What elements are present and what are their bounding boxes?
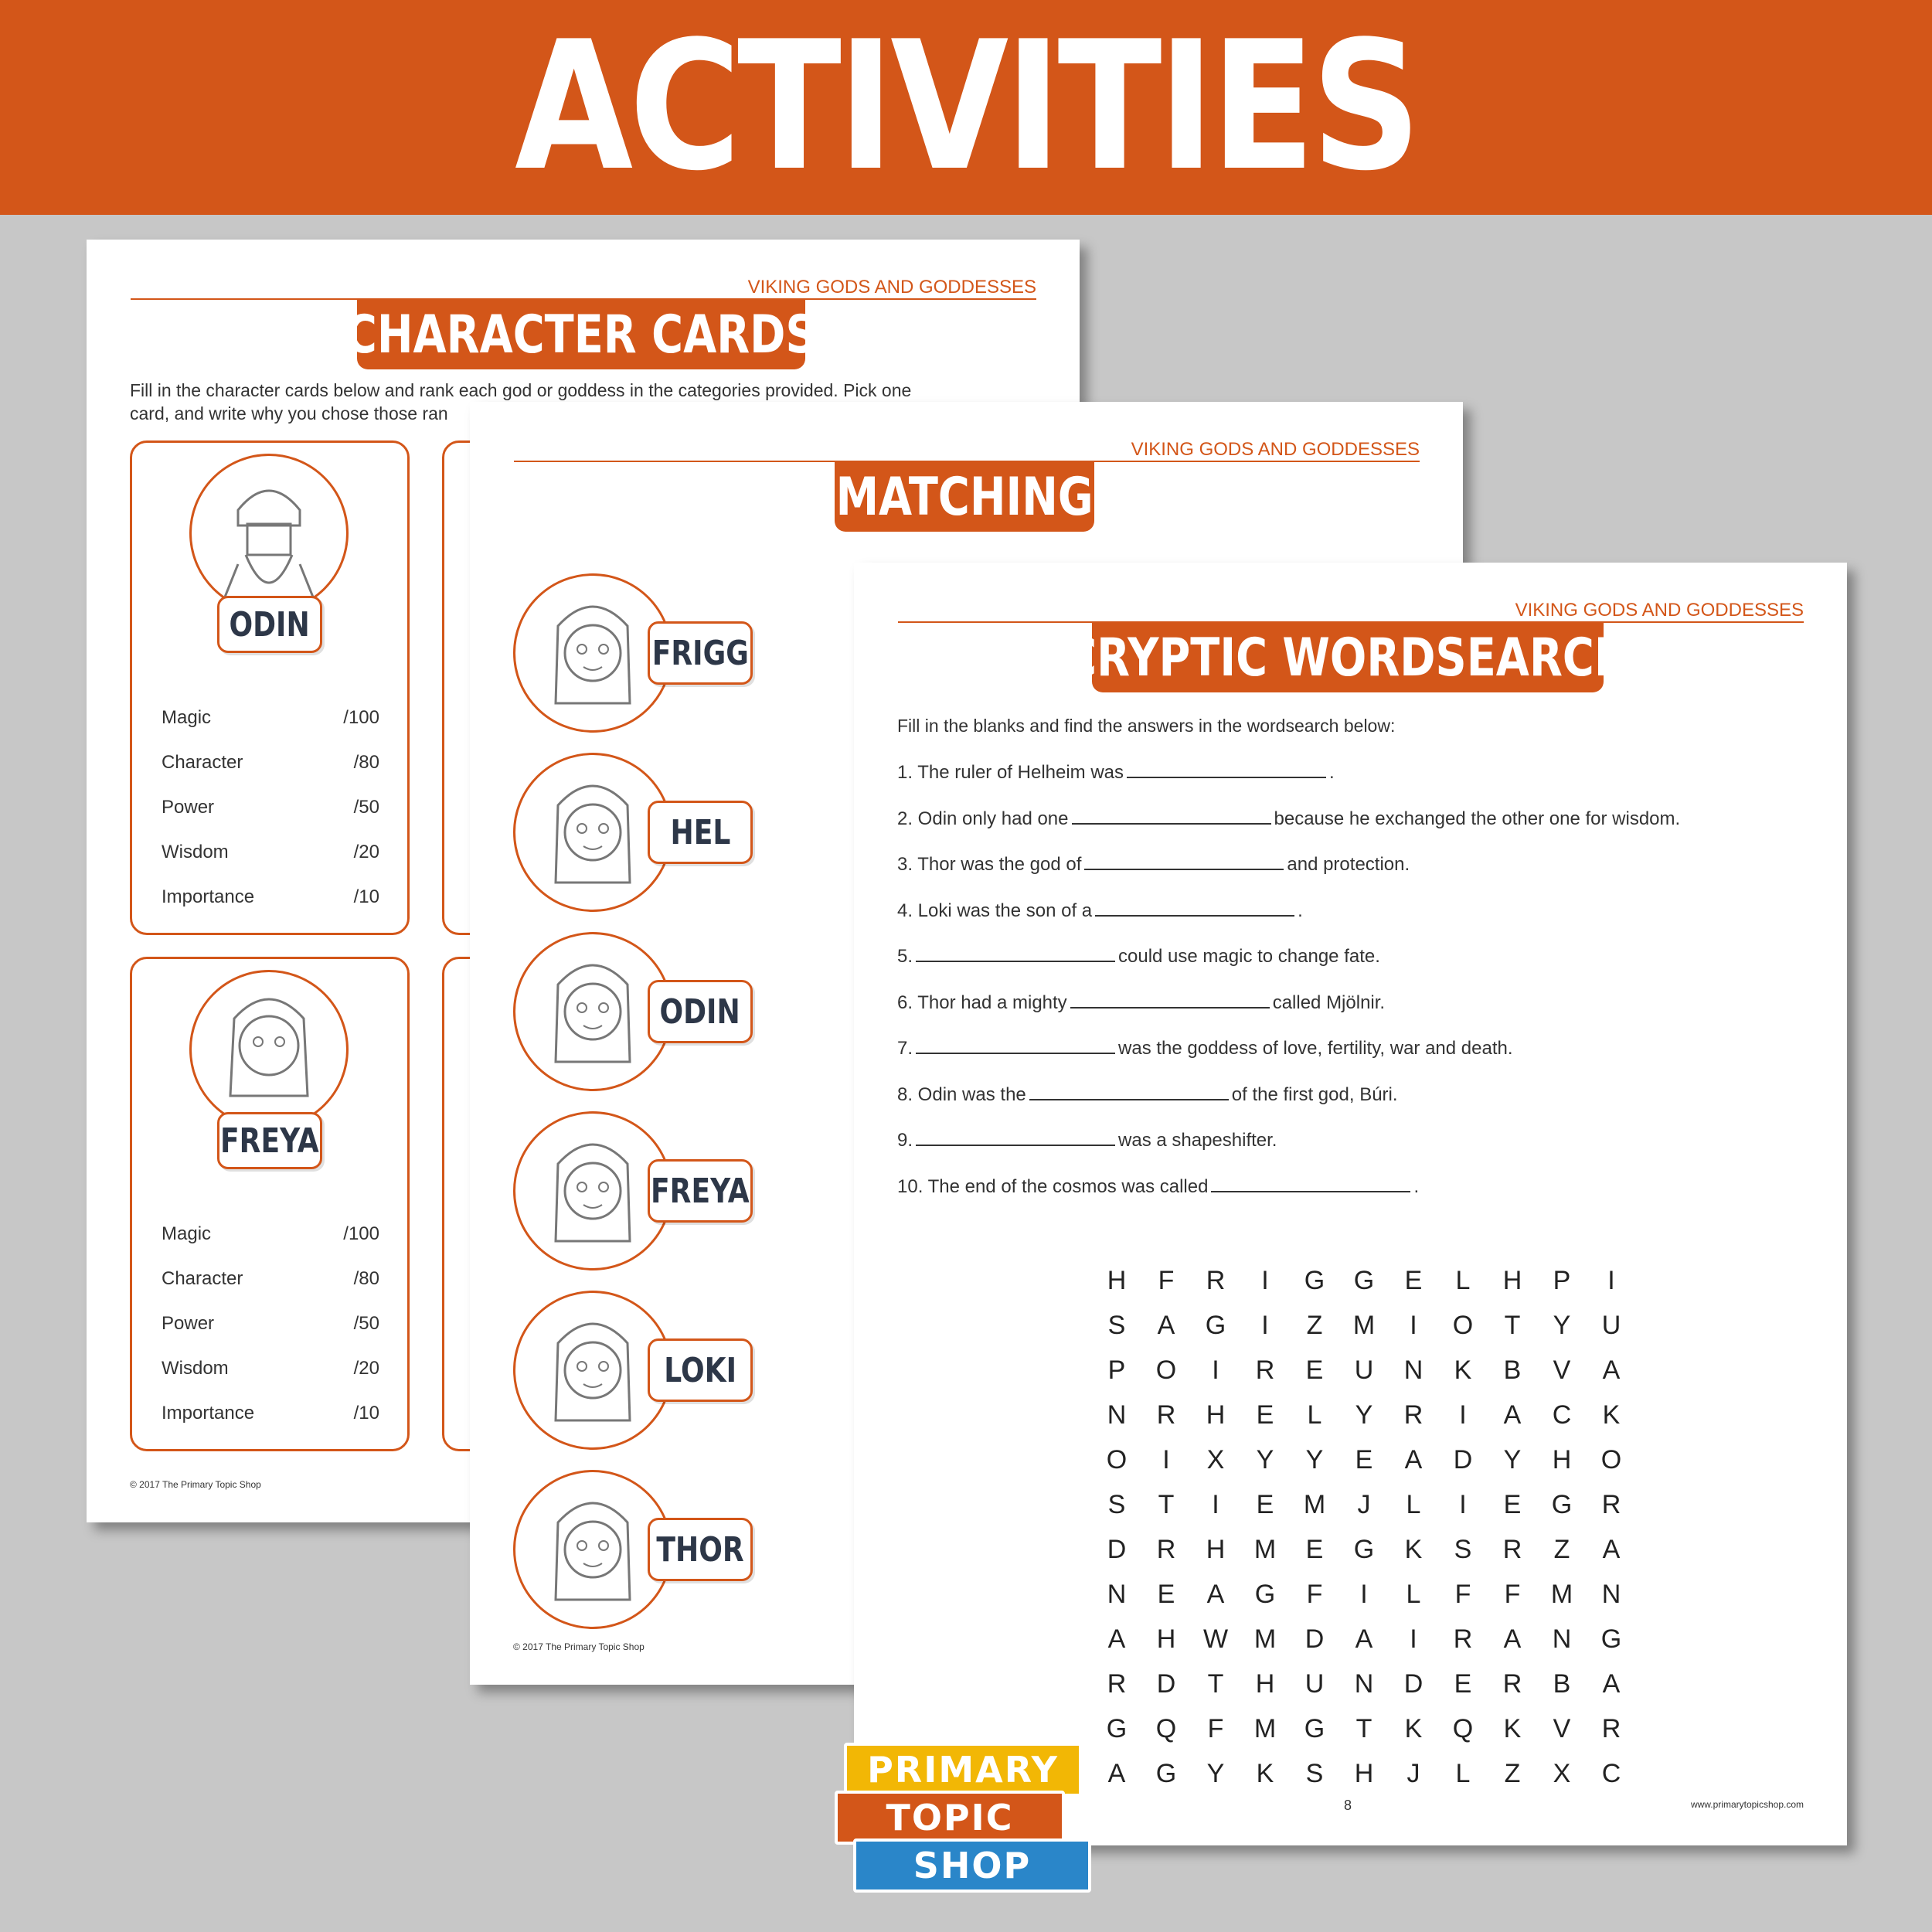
wordsearch-letter[interactable]: L [1307, 1400, 1322, 1430]
god-drawing [515, 934, 670, 1089]
question-row: 6. Thor had a mighty called Mjölnir. [897, 992, 1386, 1013]
god-drawing [515, 755, 670, 910]
wordsearch-letter[interactable]: P [1107, 1355, 1126, 1385]
card-name-tag: FREYA [217, 1112, 322, 1169]
question-row: 5. could use magic to change fate. [897, 946, 1380, 967]
wordsearch-letter[interactable]: R [1107, 1669, 1127, 1699]
website-footer: www.primarytopicshop.com [1690, 1799, 1804, 1810]
wordsearch-letter[interactable]: L [1406, 1490, 1421, 1519]
wordsearch-letter[interactable]: F [1504, 1580, 1521, 1609]
wordsearch-letter[interactable]: E [1256, 1400, 1274, 1430]
odin-portrait [189, 454, 349, 613]
wordsearch-letter[interactable]: I [1360, 1580, 1368, 1609]
answer-blank[interactable] [1070, 993, 1270, 1009]
wordsearch-letter[interactable]: Q [1452, 1714, 1474, 1743]
wordsearch-letter[interactable]: F [1306, 1580, 1323, 1609]
answer-blank[interactable] [916, 947, 1115, 962]
character-card-freya [130, 957, 410, 1451]
wordsearch-letter[interactable]: M [1303, 1490, 1326, 1519]
wordsearch-letter[interactable]: Y [1206, 1759, 1225, 1788]
wordsearch-letter[interactable]: G [1205, 1311, 1226, 1340]
wordsearch-letter[interactable]: C [1552, 1400, 1572, 1430]
wordsearch-letter[interactable]: H [1156, 1624, 1176, 1654]
wordsearch-letter[interactable]: E [1305, 1355, 1324, 1385]
wordsearch-letter[interactable]: V [1553, 1355, 1571, 1385]
wordsearch-letter[interactable]: F [1454, 1580, 1471, 1609]
stat-row: Wisdom /20 [162, 842, 379, 862]
wordsearch-letter[interactable]: E [1157, 1580, 1175, 1609]
wordsearch-letter[interactable]: B [1553, 1669, 1571, 1699]
wordsearch-letter[interactable]: Z [1306, 1311, 1323, 1340]
wordsearch-letter[interactable]: E [1256, 1490, 1274, 1519]
wordsearch-letter[interactable]: Z [1504, 1759, 1521, 1788]
wordsearch-letter[interactable]: H [1502, 1266, 1522, 1295]
wordsearch-letter[interactable]: O [1155, 1355, 1177, 1385]
question-row: 8. Odin was the of the first god, Búri. [897, 1083, 1398, 1105]
god-drawing [515, 1293, 670, 1447]
answer-blank[interactable] [1211, 1177, 1410, 1192]
question-row: 4. Loki was the son of a . [897, 900, 1303, 921]
wordsearch-letter[interactable]: L [1455, 1759, 1471, 1788]
wordsearch-letter[interactable]: O [1452, 1311, 1474, 1340]
wordsearch-letter[interactable]: A [1503, 1400, 1522, 1430]
wordsearch-letter[interactable]: M [1253, 1714, 1277, 1743]
wordsearch-letter[interactable]: S [1107, 1311, 1126, 1340]
wordsearch-letter[interactable]: A [1206, 1580, 1225, 1609]
character-card-odin [130, 440, 410, 935]
wordsearch-letter[interactable]: O [1600, 1445, 1622, 1475]
wordsearch-letter[interactable]: H [1107, 1266, 1127, 1295]
answer-blank[interactable] [1127, 763, 1326, 778]
question-row: 7. was the goddess of love, fertility, war and death. [897, 1038, 1513, 1059]
stat-row: Character /80 [162, 1268, 379, 1289]
wordsearch-letter[interactable]: H [1206, 1400, 1226, 1430]
answer-blank[interactable] [1029, 1085, 1229, 1100]
wordsearch-letter[interactable]: D [1156, 1669, 1176, 1699]
wordsearch-letter[interactable]: Y [1256, 1445, 1274, 1475]
wordsearch-letter[interactable]: R [1255, 1355, 1275, 1385]
wordsearch-letter[interactable]: S [1454, 1535, 1472, 1564]
wordsearch-letter[interactable]: K [1602, 1400, 1621, 1430]
wordsearch-letter[interactable]: N [1552, 1624, 1572, 1654]
worksheet-cryptic-wordsearch [854, 563, 1847, 1845]
wordsearch-letter[interactable]: G [1155, 1759, 1177, 1788]
matching-name-tag: THOR [648, 1518, 753, 1581]
question-row: 10. The end of the cosmos was called . [897, 1175, 1420, 1197]
wordsearch-letter[interactable]: U [1304, 1669, 1325, 1699]
wordsearch-letter[interactable]: T [1504, 1311, 1521, 1340]
answer-blank[interactable] [1072, 809, 1271, 825]
wordsearch-letter[interactable]: I [1607, 1266, 1615, 1295]
wordsearch-letter[interactable]: D [1107, 1535, 1127, 1564]
wordsearch-letter[interactable]: G [1551, 1490, 1573, 1519]
wordsearch-letter[interactable]: I [1459, 1400, 1467, 1430]
god-drawing [515, 1472, 670, 1627]
question-row: 3. Thor was the god of and protection. [897, 854, 1410, 875]
wordsearch-letter[interactable]: K [1256, 1759, 1274, 1788]
banner-title: ACTIVITIES [515, 4, 1417, 210]
instructions: Fill in the character cards below and rank each god or goddess in the categories provided. Pick one card, and write why you chose those ran [130, 380, 912, 423]
matching-name-tag: ODIN [648, 980, 753, 1043]
freya-portrait [189, 970, 349, 1129]
wordsearch-letter[interactable]: E [1305, 1535, 1324, 1564]
wordsearch-letter[interactable]: L [1455, 1266, 1471, 1295]
wordsearch-letter[interactable]: E [1404, 1266, 1423, 1295]
wordsearch-letter[interactable]: A [1107, 1624, 1126, 1654]
wordsearch-letter[interactable]: I [1261, 1311, 1269, 1340]
wordsearch-letter[interactable]: S [1107, 1490, 1126, 1519]
wordsearch-letter[interactable]: F [1207, 1714, 1224, 1743]
wordsearch-letter[interactable]: A [1503, 1624, 1522, 1654]
question-row: 1. The ruler of Helheim was . [897, 762, 1335, 783]
answer-blank[interactable] [916, 1039, 1115, 1054]
matching-name-tag: HEL [648, 801, 753, 864]
wordsearch-letter[interactable]: I [1162, 1445, 1170, 1475]
wordsearch-letter[interactable]: K [1454, 1355, 1472, 1385]
wordsearch-letter[interactable]: I [1212, 1490, 1219, 1519]
page-title: CRYPTIC WORDSEARCH [1092, 623, 1604, 692]
wordsearch-letter[interactable]: D [1304, 1624, 1325, 1654]
card-name-tag: ODIN [217, 596, 322, 653]
wordsearch-letter[interactable]: U [1601, 1311, 1621, 1340]
wordsearch-letter[interactable]: M [1253, 1624, 1277, 1654]
wordsearch-letter[interactable]: R [1601, 1490, 1621, 1519]
wordsearch-letter[interactable]: R [1601, 1714, 1621, 1743]
wordsearch-letter[interactable]: R [1502, 1669, 1522, 1699]
wordsearch-letter[interactable]: A [1602, 1669, 1621, 1699]
logo-line-shop: SHOP [853, 1838, 1091, 1893]
copyright-footer: © 2017 The Primary Topic Shop [513, 1641, 645, 1652]
wordsearch-letter[interactable]: N [1107, 1400, 1127, 1430]
wordsearch-letter[interactable]: R [1502, 1535, 1522, 1564]
series-header: VIKING GODS AND GODDESSES [1131, 439, 1420, 460]
instructions: Fill in the blanks and find the answers in the wordsearch below: [897, 716, 1396, 736]
god-drawing [515, 1114, 670, 1268]
wordsearch-letter[interactable]: X [1553, 1759, 1571, 1788]
top-banner [0, 0, 1932, 215]
wordsearch-letter[interactable]: E [1355, 1445, 1373, 1475]
god-drawing [515, 576, 670, 730]
primary-topic-shop-logo [844, 1743, 1107, 1897]
wordsearch-letter[interactable]: E [1454, 1669, 1472, 1699]
wordsearch-letter[interactable]: A [1157, 1311, 1175, 1340]
answer-blank[interactable] [916, 1131, 1115, 1146]
wordsearch-letter[interactable]: W [1202, 1624, 1229, 1654]
wordsearch-letter[interactable]: D [1453, 1445, 1473, 1475]
wordsearch-letter[interactable]: L [1406, 1580, 1421, 1609]
wordsearch-letter[interactable]: N [1107, 1580, 1127, 1609]
wordsearch-letter[interactable]: G [1304, 1266, 1325, 1295]
matching-name-tag: FRIGG [648, 621, 753, 685]
wordsearch-letter[interactable]: R [1156, 1535, 1176, 1564]
question-row: 9. was a shapeshifter. [897, 1130, 1277, 1151]
wordsearch-letter[interactable]: O [1106, 1445, 1128, 1475]
logo-line-topic: TOPIC [835, 1791, 1065, 1845]
wordsearch-letter[interactable]: T [1158, 1490, 1175, 1519]
wordsearch-letter[interactable]: A [1602, 1535, 1621, 1564]
wordsearch-letter[interactable]: F [1158, 1266, 1175, 1295]
stat-row: Wisdom /20 [162, 1358, 379, 1379]
wordsearch-letter[interactable]: R [1206, 1266, 1226, 1295]
wordsearch-letter[interactable]: T [1207, 1669, 1224, 1699]
copyright-footer: © 2017 The Primary Topic Shop [130, 1479, 261, 1490]
wordsearch-letter[interactable]: K [1404, 1714, 1423, 1743]
wordsearch-letter[interactable]: J [1406, 1759, 1420, 1788]
wordsearch-letter[interactable]: S [1305, 1759, 1324, 1788]
wordsearch-letter[interactable]: N [1354, 1669, 1374, 1699]
wordsearch-letter[interactable]: M [1253, 1535, 1277, 1564]
stat-row: Importance /10 [162, 1403, 379, 1423]
wordsearch-letter[interactable]: A [1355, 1624, 1373, 1654]
matching-name-tag: LOKI [648, 1338, 753, 1402]
wordsearch-letter[interactable]: H [1354, 1759, 1374, 1788]
wordsearch-letter[interactable]: V [1553, 1714, 1571, 1743]
wordsearch-letter[interactable]: A [1107, 1759, 1126, 1788]
freya-drawing [192, 972, 346, 1127]
wordsearch-letter[interactable]: Y [1503, 1445, 1522, 1475]
stat-row: Power /50 [162, 797, 379, 818]
question-row: 2. Odin only had one because he exchanged the other one for wisdom. [897, 808, 1681, 829]
wordsearch-letter[interactable]: K [1404, 1535, 1423, 1564]
wordsearch-letter[interactable]: G [1304, 1714, 1325, 1743]
wordsearch-letter[interactable]: H [1255, 1669, 1275, 1699]
answer-blank[interactable] [1084, 855, 1284, 870]
wordsearch-letter[interactable]: A [1404, 1445, 1423, 1475]
wordsearch-letter[interactable]: G [1353, 1535, 1375, 1564]
wordsearch-letter[interactable]: Z [1553, 1535, 1570, 1564]
wordsearch-letter[interactable]: X [1206, 1445, 1225, 1475]
wordsearch-letter[interactable]: G [1254, 1580, 1276, 1609]
wordsearch-letter[interactable]: Y [1355, 1400, 1373, 1430]
wordsearch-letter[interactable]: C [1601, 1759, 1621, 1788]
stat-row: Importance /10 [162, 886, 379, 907]
page-title: MATCHING [835, 462, 1094, 532]
wordsearch-letter[interactable]: G [1600, 1624, 1622, 1654]
wordsearch-letter[interactable]: K [1503, 1714, 1522, 1743]
wordsearch-letter[interactable]: M [1352, 1311, 1376, 1340]
wordsearch-letter[interactable]: D [1403, 1669, 1423, 1699]
wordsearch-letter[interactable]: P [1553, 1266, 1571, 1295]
wordsearch-letter[interactable]: R [1156, 1400, 1176, 1430]
wordsearch-letter[interactable]: G [1106, 1714, 1128, 1743]
wordsearch-letter[interactable]: I [1410, 1624, 1417, 1654]
wordsearch-letter[interactable]: H [1206, 1535, 1226, 1564]
stat-row: Character /80 [162, 752, 379, 773]
wordsearch-letter[interactable]: N [1601, 1580, 1621, 1609]
wordsearch-letter[interactable]: R [1403, 1400, 1423, 1430]
wordsearch-letter[interactable]: M [1550, 1580, 1573, 1609]
wordsearch-letter[interactable]: Y [1553, 1311, 1571, 1340]
stat-row: Power /50 [162, 1313, 379, 1334]
wordsearch-letter[interactable]: I [1459, 1490, 1467, 1519]
wordsearch-letter[interactable]: T [1355, 1714, 1372, 1743]
series-header: VIKING GODS AND GODDESSES [1515, 600, 1804, 621]
stat-row: Magic /100 [162, 707, 379, 728]
page-title: CHARACTER CARDS [357, 300, 805, 369]
wordsearch-letter[interactable]: R [1453, 1624, 1473, 1654]
wordsearch-letter[interactable]: Q [1155, 1714, 1177, 1743]
wordsearch-letter[interactable]: I [1261, 1266, 1269, 1295]
stat-row: Magic /100 [162, 1223, 379, 1244]
matching-name-tag: FREYA [648, 1159, 753, 1223]
wordsearch-letter[interactable]: H [1552, 1445, 1572, 1475]
wordsearch-letter[interactable]: U [1354, 1355, 1374, 1385]
wordsearch-letter[interactable]: E [1503, 1490, 1522, 1519]
wordsearch-letter[interactable]: I [1212, 1355, 1219, 1385]
wordsearch-letter[interactable]: N [1403, 1355, 1423, 1385]
series-header: VIKING GODS AND GODDESSES [747, 277, 1036, 298]
odin-drawing [192, 456, 346, 611]
wordsearch-letter[interactable]: G [1353, 1266, 1375, 1295]
page-number: 8 [1344, 1798, 1352, 1813]
wordsearch-grid [1092, 1258, 1636, 1796]
logo-line-primary: PRIMARY [844, 1743, 1082, 1797]
wordsearch-letter[interactable]: B [1503, 1355, 1522, 1385]
answer-blank[interactable] [1095, 901, 1294, 917]
wordsearch-letter[interactable]: Y [1305, 1445, 1324, 1475]
wordsearch-letter[interactable]: A [1602, 1355, 1621, 1385]
wordsearch-letter[interactable]: J [1357, 1490, 1371, 1519]
wordsearch-letter[interactable]: I [1410, 1311, 1417, 1340]
